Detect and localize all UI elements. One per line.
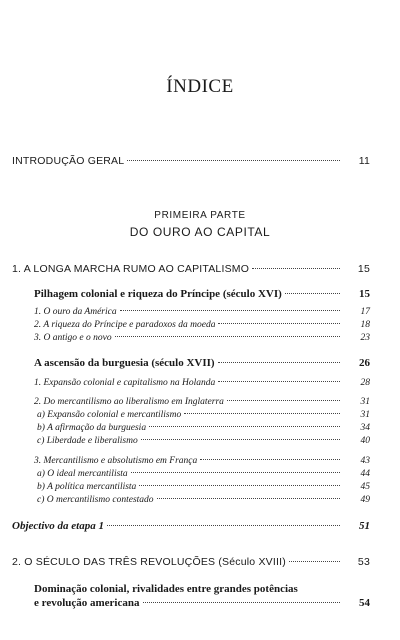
toc-page: 18 <box>360 320 370 330</box>
toc-label: b) A afirmação da burguesia <box>37 423 147 433</box>
toc-label: c) O mercantilismo contestado <box>37 495 154 505</box>
toc-page: 54 <box>359 597 370 609</box>
toc-page: 45 <box>360 482 370 492</box>
toc-label: Objectivo da etapa 1 <box>12 520 104 532</box>
toc-entry-objective <box>12 520 370 532</box>
toc-entry-subitem <box>37 423 370 433</box>
toc-entry-section <box>34 357 370 369</box>
leader-dots <box>127 159 340 161</box>
toc-label: 1. Expansão colonial e capitalismo na Holanda <box>34 378 216 388</box>
leader-dots <box>157 497 340 499</box>
part-title: DO OURO AO CAPITAL <box>129 225 271 239</box>
toc-entry-subitem <box>37 436 370 446</box>
leader-dots <box>120 309 340 311</box>
leader-dots <box>131 471 340 473</box>
leader-dots <box>143 601 341 603</box>
page-title: ÍNDICE <box>166 76 234 97</box>
toc-page: 31 <box>360 397 370 407</box>
part-label: PRIMEIRA PARTE <box>154 210 246 221</box>
toc-entry-section <box>34 288 370 300</box>
toc-page: 28 <box>360 378 370 388</box>
leader-dots <box>285 292 340 294</box>
toc-page: 31 <box>360 410 370 420</box>
toc-label: Pilhagem colonial e riqueza do Príncipe (século XVI) <box>34 288 282 300</box>
toc-entry-item <box>34 307 370 317</box>
toc-label: a) O ideal mercantilista <box>37 469 128 479</box>
toc-entry-section <box>34 582 370 610</box>
toc-entry-subitem <box>37 469 370 479</box>
leader-dots <box>218 322 340 324</box>
toc-label: 1. A LONGA MARCHA RUMO AO CAPITALISMO <box>12 263 250 275</box>
leader-dots <box>149 425 340 427</box>
toc-entry-chapter <box>12 556 370 568</box>
toc-entry-chapter <box>12 263 370 275</box>
toc-label: 2. O SÉCULO DAS TRÊS REVOLUÇÕES (Século XVIII) <box>12 556 286 568</box>
leader-dots <box>227 399 340 401</box>
toc-label: 2. A riqueza do Príncipe e paradoxos da moeda <box>34 320 216 330</box>
toc-page: 43 <box>360 456 370 466</box>
leader-dots <box>218 380 340 382</box>
leader-dots <box>184 412 340 414</box>
toc-entry-item <box>34 333 370 343</box>
leader-dots <box>115 335 340 337</box>
toc-entry-subitem <box>37 495 370 505</box>
toc-page: 53 <box>357 556 370 568</box>
leader-dots <box>200 458 340 460</box>
toc-label: 3. O antigo e o novo <box>34 333 112 343</box>
leader-dots <box>218 361 340 363</box>
toc-page: 49 <box>360 495 370 505</box>
toc-entry-intro <box>12 155 370 167</box>
toc-entry-subitem <box>37 482 370 492</box>
toc-label: INTRODUÇÃO GERAL <box>12 155 125 167</box>
toc-entry-item <box>34 397 370 407</box>
toc-label-line1: Dominação colonial, rivalidades entre grandes potências <box>34 583 298 595</box>
toc-page: 34 <box>360 423 370 433</box>
toc-label: 2. Do mercantilismo ao liberalismo em Inglaterra <box>34 397 224 407</box>
toc-entry-item <box>34 378 370 388</box>
leader-dots <box>252 267 340 269</box>
toc-page: 44 <box>360 469 370 479</box>
toc-page: 15 <box>357 263 370 275</box>
toc-label: A ascensão da burguesia (século XVII) <box>34 357 215 369</box>
toc-page: 17 <box>360 307 370 317</box>
toc-page: 40 <box>360 436 370 446</box>
leader-dots <box>289 560 340 562</box>
toc-page: 15 <box>359 288 370 300</box>
leader-dots <box>139 484 340 486</box>
toc-label: b) A política mercantilista <box>37 482 137 492</box>
toc-label: 1. O ouro da América <box>34 307 117 317</box>
toc-label: 3. Mercantilismo e absolutismo em França <box>34 456 198 466</box>
toc-entry-item <box>34 320 370 330</box>
toc-label-line2-row <box>34 596 370 610</box>
toc-label-line2: e revolução americana <box>34 597 140 609</box>
toc-page: 51 <box>359 520 370 532</box>
toc-entry-item <box>34 456 370 466</box>
toc-label: c) Liberdade e liberalismo <box>37 436 138 446</box>
toc-page: 11 <box>358 155 370 167</box>
leader-dots <box>107 524 340 526</box>
toc-page: 26 <box>359 357 370 369</box>
toc-label: a) Expansão colonial e mercantilismo <box>37 410 182 420</box>
toc-entry-subitem <box>37 410 370 420</box>
leader-dots <box>141 438 340 440</box>
toc-page: 23 <box>360 333 370 343</box>
